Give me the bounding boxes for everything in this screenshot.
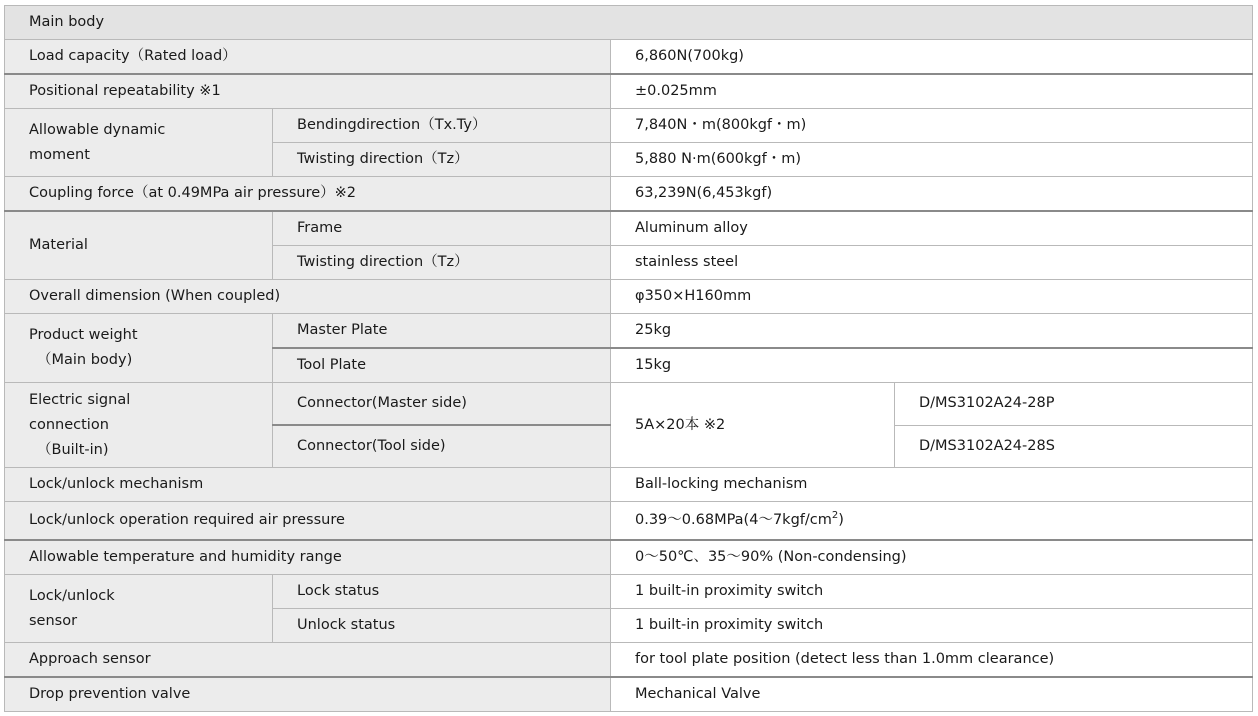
- row-value: stainless steel: [611, 246, 1253, 280]
- row-label: Allowable temperature and humidity range: [5, 540, 611, 575]
- row-label: Lock/unlock operation required air pressure: [5, 502, 611, 541]
- row-value: 5,880 N·m(600kgf・m): [611, 143, 1253, 177]
- sub-label: Bendingdirection（Tx.Ty）: [273, 109, 611, 143]
- table-row: [5, 40, 1253, 75]
- table-row: [5, 540, 1253, 575]
- table-row: [5, 575, 1253, 609]
- row-value: Aluminum alloy: [611, 211, 1253, 246]
- row-value: 6,860N(700kg): [611, 40, 1253, 75]
- sub-label: Twisting direction（Tz）: [273, 143, 611, 177]
- group-label-line: connection: [29, 416, 109, 433]
- row-label: Drop prevention valve: [5, 677, 611, 712]
- group-label: [5, 109, 273, 177]
- row-value: [611, 502, 1253, 541]
- row-value: 63,239N(6,453kgf): [611, 177, 1253, 212]
- group-label-line: （Main body): [37, 352, 133, 368]
- row-value: 7,840N・m(800kgf・m): [611, 109, 1253, 143]
- group-label-line: moment: [29, 146, 90, 163]
- group-label-line: Electric signal: [29, 391, 131, 408]
- group-label: [5, 383, 273, 468]
- row-value: 1 built-in proximity switch: [611, 609, 1253, 643]
- row-value: for tool plate position (detect less than 1.0mm clearance): [611, 643, 1253, 678]
- table-row: [5, 74, 1253, 109]
- group-label: [5, 575, 273, 643]
- shared-value: 5A×20本 ※2: [611, 383, 895, 468]
- sub-label: Connector(Master side): [273, 383, 611, 426]
- header-row: [5, 6, 1253, 40]
- value-text: 0.39～0.68MPa(4～7kgf/cm: [635, 512, 832, 528]
- sub-label: Unlock status: [273, 609, 611, 643]
- group-label-line: Product weight: [29, 327, 138, 343]
- superscript: 2: [831, 510, 839, 522]
- sub-label: Lock status: [273, 575, 611, 609]
- row-value: D/MS3102A24-28S: [895, 425, 1253, 468]
- row-value: 0～50℃、35～90% (Non-condensing): [611, 540, 1253, 575]
- row-label: Positional repeatability ※1: [5, 74, 611, 109]
- row-value: Mechanical Valve: [611, 677, 1253, 712]
- row-label: Approach sensor: [5, 643, 611, 678]
- row-value: ±0.025mm: [611, 74, 1253, 109]
- row-value: φ350×H160mm: [611, 280, 1253, 314]
- table-row: [5, 314, 1253, 349]
- sub-label: Frame: [273, 211, 611, 246]
- row-value: D/MS3102A24-28P: [895, 383, 1253, 426]
- table-row: [5, 643, 1253, 678]
- row-label: Load capacity（Rated load）: [5, 40, 611, 75]
- table-row: [5, 280, 1253, 314]
- group-label-line: （Built-in): [37, 441, 109, 458]
- table-row: [5, 502, 1253, 541]
- table-row: [5, 383, 1253, 426]
- group-label: Material: [5, 211, 273, 280]
- row-label: Coupling force（at 0.49MPa air pressure）※2: [5, 177, 611, 212]
- sub-label: Connector(Tool side): [273, 425, 611, 468]
- sub-label: Twisting direction（Tz）: [273, 246, 611, 280]
- table-row: [5, 177, 1253, 212]
- table-header: Main body: [5, 6, 1253, 40]
- table-row: [5, 468, 1253, 502]
- table-row: [5, 211, 1253, 246]
- sub-label: Master Plate: [273, 314, 611, 349]
- sub-label: Tool Plate: [273, 348, 611, 383]
- value-text: ): [838, 512, 844, 528]
- group-label: [5, 314, 273, 383]
- row-label: Lock/unlock mechanism: [5, 468, 611, 502]
- group-label-line: Lock/unlock: [29, 587, 115, 604]
- row-value: Ball-locking mechanism: [611, 468, 1253, 502]
- row-label: Overall dimension (When coupled): [5, 280, 611, 314]
- table-row: [5, 109, 1253, 143]
- row-value: 1 built-in proximity switch: [611, 575, 1253, 609]
- group-label-line: Allowable dynamic: [29, 121, 166, 138]
- spec-table: [4, 5, 1253, 712]
- group-label-line: sensor: [29, 612, 78, 629]
- row-value: 15kg: [611, 348, 1253, 383]
- table-row: [5, 677, 1253, 712]
- row-value: 25kg: [611, 314, 1253, 349]
